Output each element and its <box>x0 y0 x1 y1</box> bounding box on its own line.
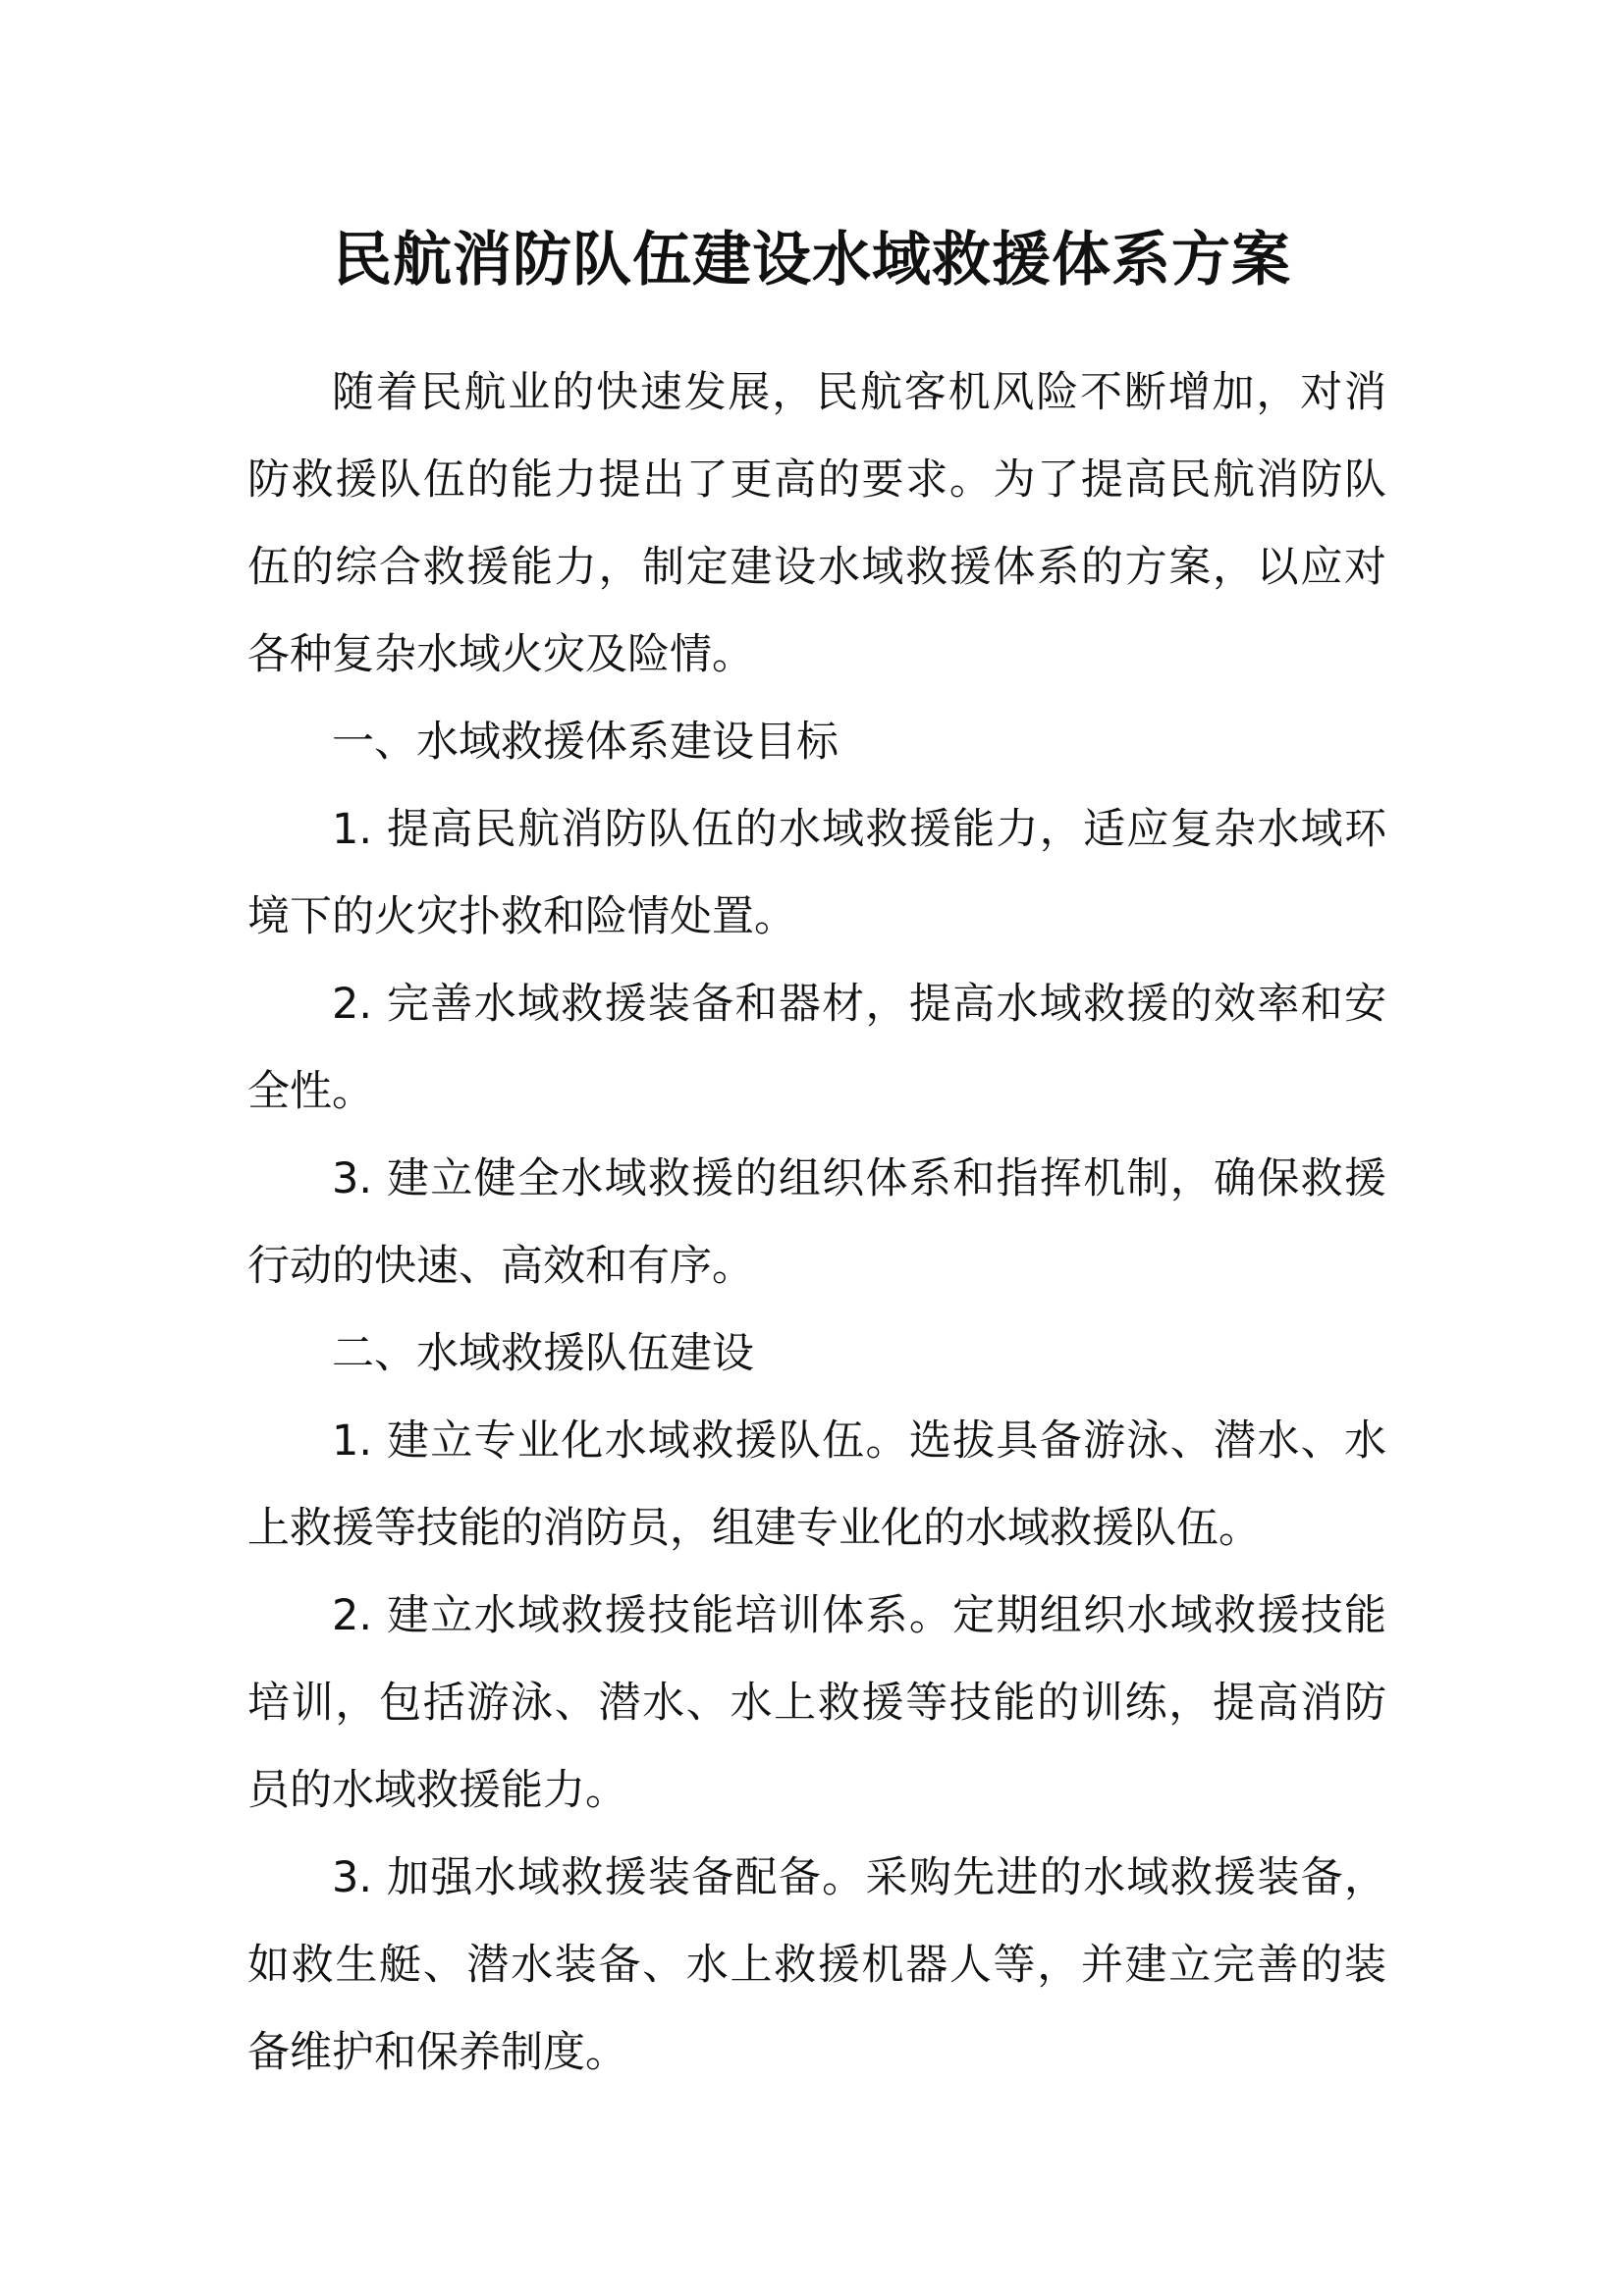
team-item-3: 3. 加强水域救援装备配备。采购先进的水域救援装备，如救生艇、潜水装备、水上救援机器人等，并建立完善的装备维护和保养制度。 <box>247 1853 1386 2077</box>
goal-item-1: 1. 提高民航消防队伍的水域救援能力，适应复杂水域环境下的火灾扑救和险情处置。 <box>247 805 1386 941</box>
team-item-2: 2. 建立水域救援技能培训体系。定期组织水域救援技能培训，包括游泳、潜水、水上救援等技能的训练，提高消防员的水域救援能力。 <box>247 1591 1386 1815</box>
document-title: 民航消防队伍建设水域救援体系方案 <box>333 226 1291 294</box>
section-heading-goals: 一、水域救援体系建设目标 <box>332 718 839 767</box>
goal-item-2: 2. 完善水域救援装备和器材，提高水域救援的效率和安全性。 <box>247 980 1386 1116</box>
section-heading-team: 二、水域救援队伍建设 <box>332 1329 754 1378</box>
paragraph-intro: 随着民航业的快速发展，民航客机风险不断增加，对消防救援队伍的能力提出了更高的要求。为了提高民航消防队伍的综合救援能力，制定建设水域救援体系的方案，以应对各种复杂水域火灾及险情。 <box>247 368 1386 679</box>
team-item-1: 1. 建立专业化水域救援队伍。选拔具备游泳、潜水、水上救援等技能的消防员，组建专业化的水域救援队伍。 <box>247 1416 1386 1553</box>
goal-item-3: 3. 建立健全水域救援的组织体系和指挥机制，确保救援行动的快速、高效和有序。 <box>247 1154 1386 1291</box>
document-body <box>247 349 1386 2097</box>
